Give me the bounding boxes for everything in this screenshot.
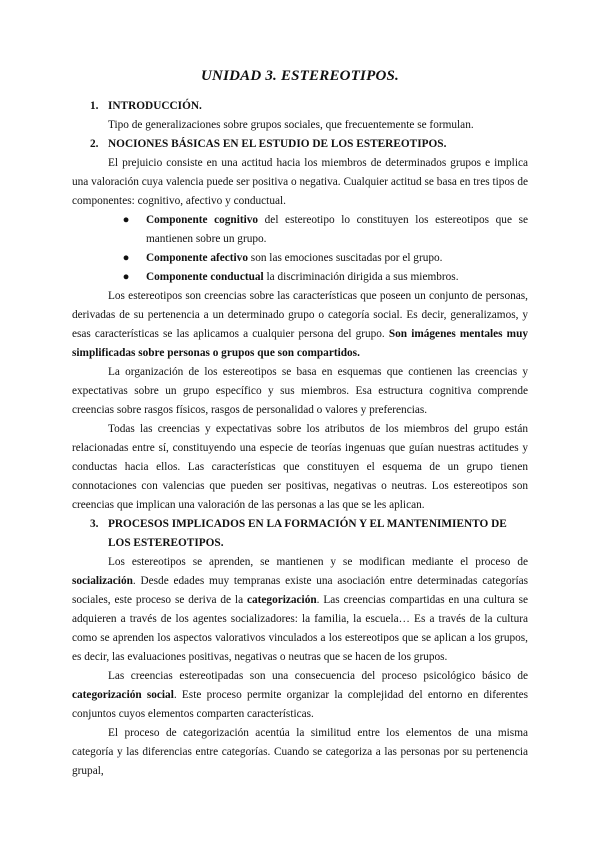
paragraph — [72, 553, 528, 667]
paragraph-text: Los estereotipos son creencias sobre las características que poseen un conjunto de personas, derivadas de su pertenencia a un determinado grupo o categoría social. Es decir, generalizamos, y esas características se las aplicamos a cualquier persona del grupo. — [72, 290, 528, 340]
paragraph: Tipo de generalizaciones sobre grupos sociales, que frecuentemente se formulan. — [108, 119, 474, 131]
paragraph: La organización de los estereotipos se basa en esquemas que contienen las creencias y expectativas sobre un grupo específico y sus miembros. Esa estructura cognitiva comprende creencias sobre rasgos físicos, rasgos de personalidad o valores y preferencias. — [72, 366, 528, 416]
list-item — [118, 211, 528, 249]
section-number: 3. — [90, 518, 99, 530]
paragraph-text: . Este proceso permite organizar la complejidad del entorno en diferentes conjuntos cuyos elementos comparten características. — [72, 689, 528, 720]
paragraph — [72, 287, 528, 363]
emphasis-text: Son imágenes mentales muy simplificadas sobre personas o grupos que son compartidos. — [72, 328, 528, 359]
section-title: PROCESOS IMPLICADOS EN LA FORMACIÓN Y EL MANTENIMIENTO DE LOS ESTEREOTIPOS. — [108, 518, 507, 549]
component-list — [72, 211, 528, 287]
paragraph: El prejuicio consiste en una actitud hacia los miembros de determinados grupos e implica una valoración cuya valencia puede ser positiva o negativa. Cualquier actitud se basa en tres tipos de componentes: cognitivo, afectivo y conductual. — [72, 157, 528, 207]
document-page — [72, 68, 528, 781]
list-item-text: la discriminación dirigida a sus miembros. — [263, 271, 459, 283]
section-title: INTRODUCCIÓN. — [108, 100, 202, 112]
paragraph: Todas las creencias y expectativas sobre los atributos de los miembros del grupo están relacionadas entre sí, constituyendo una especie de teorías ingenuas que guían nuestras actitudes y conductas hacia ellos. Las características que constituyen el esquema de un grupo tienen connotaciones con valencias que pueden ser positivas, negativas o neutras. Los estereotipos son creencias que implican una valoración de las personas a las que se les aplican. — [72, 423, 528, 511]
paragraph-text: Los estereotipos se aprenden, se mantienen y se modifican mediante el proceso de — [108, 556, 528, 568]
list-item — [118, 268, 528, 287]
emphasis-text: categorización social — [72, 689, 174, 701]
list-item — [118, 249, 528, 268]
bullet-icon: ● — [122, 214, 130, 226]
section-heading-introduccion — [72, 97, 528, 116]
list-item-text: del estereotipo lo constituyen los estereotipos que se mantienen sobre un grupo. — [146, 214, 528, 245]
paragraph — [72, 667, 528, 724]
list-item-term: Componente afectivo — [146, 252, 248, 264]
section-number: 2. — [90, 138, 99, 150]
list-item-term: Componente conductual — [146, 271, 264, 283]
paragraph: El proceso de categorización acentúa la similitud entre los elementos de una misma categoría y las diferencias entre categorías. Cuando se categoriza a las personas por su pertenencia grupal, — [72, 727, 528, 777]
paragraph-text: . Las creencias compartidas en una cultura se adquieren a través de los agentes socializadores: la familia, la escuela… Es a través de la cultura como se aprenden los aspectos valorativos vinculados a los estereotipos que se aplican a los grupos, es decir, las evaluaciones positivas, negativas o neutras que se hacen de los grupos. — [72, 594, 528, 663]
emphasis-text: socialización — [72, 575, 133, 587]
section-number: 1. — [90, 100, 99, 112]
list-item-term: Componente cognitivo — [146, 214, 259, 226]
paragraph-text: Las creencias estereotipadas son una consecuencia del proceso psicológico básico de — [108, 670, 528, 682]
bullet-icon: ● — [122, 271, 130, 283]
section-heading-procesos — [72, 515, 528, 553]
document-title: UNIDAD 3. ESTEREOTIPOS. — [201, 68, 399, 84]
list-item-text: son las emociones suscitadas por el grupo. — [247, 252, 443, 264]
emphasis-text: categorización — [246, 594, 317, 606]
bullet-icon: ● — [122, 252, 130, 264]
paragraph-text: . Desde edades muy tempranas existe una asociación entre determinadas categorías sociales, este proceso se deriva de la — [72, 575, 528, 606]
section-title: NOCIONES BÁSICAS EN EL ESTUDIO DE LOS ESTEREOTIPOS. — [108, 138, 447, 150]
section-heading-nociones-basicas — [72, 135, 528, 154]
